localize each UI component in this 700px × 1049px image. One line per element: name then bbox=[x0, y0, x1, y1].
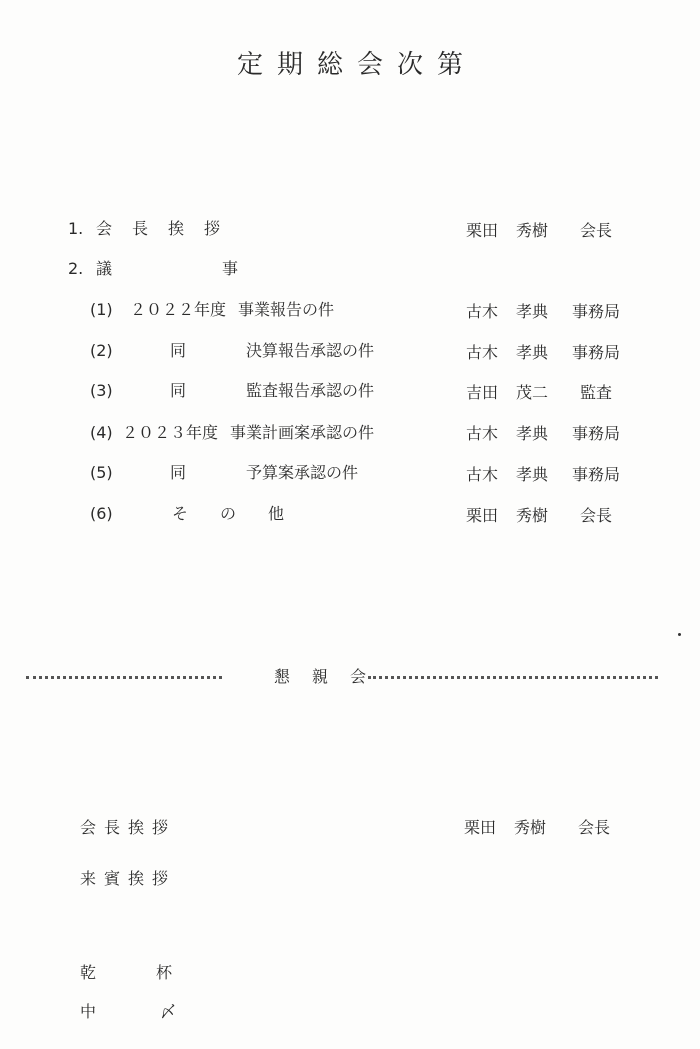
program-item-proceedings-a: 議 bbox=[96, 259, 113, 278]
presenter-surname: 古木 bbox=[466, 465, 499, 484]
party-item-greeting: 会長挨拶 bbox=[80, 818, 177, 837]
party-heading: 懇親会 bbox=[274, 667, 389, 686]
presenter-role: 会長 bbox=[578, 818, 611, 837]
party-item-guest-greeting: 来賓挨拶 bbox=[80, 869, 177, 888]
presenter-surname: 古木 bbox=[466, 424, 499, 443]
party-item-toast: 乾杯 bbox=[80, 963, 233, 982]
agenda-number: (4) bbox=[90, 423, 113, 442]
presenter-role: 事務局 bbox=[572, 343, 621, 362]
presenter-given-name: 秀樹 bbox=[516, 221, 549, 240]
presenter-surname: 栗田 bbox=[466, 506, 499, 525]
agenda-number: (3) bbox=[90, 381, 113, 400]
agenda-number: (5) bbox=[90, 463, 113, 482]
page-title: 定期総会次第 bbox=[236, 50, 477, 80]
presenter-surname: 古木 bbox=[466, 343, 499, 362]
divider-right bbox=[368, 676, 658, 679]
agenda-year: 同 bbox=[170, 463, 187, 482]
program-item-proceedings-b: 事 bbox=[222, 259, 239, 278]
agenda-item: 事業計画案承認の件 bbox=[230, 423, 375, 442]
agenda-year: ２０２３年度 bbox=[122, 423, 219, 442]
presenter-surname: 古木 bbox=[466, 302, 499, 321]
presenter-role: 事務局 bbox=[572, 465, 621, 484]
scan-speck bbox=[678, 633, 681, 636]
presenter-surname: 栗田 bbox=[464, 818, 497, 837]
agenda-year: 同 bbox=[170, 381, 187, 400]
presenter-role: 監査 bbox=[580, 383, 613, 402]
program-number-1: 1. bbox=[68, 219, 84, 238]
agenda-year: ２０２２年度 bbox=[130, 300, 227, 319]
program-number-2: 2. bbox=[68, 259, 84, 278]
agenda-item: 予算案承認の件 bbox=[246, 463, 359, 482]
presenter-given-name: 孝典 bbox=[516, 302, 549, 321]
presenter-given-name: 孝典 bbox=[516, 424, 549, 443]
agenda-number: (2) bbox=[90, 341, 113, 360]
presenter-given-name: 孝典 bbox=[516, 343, 549, 362]
party-item-midpoint-close: 中〆 bbox=[80, 1002, 241, 1021]
agenda-item: 監査報告承認の件 bbox=[246, 381, 375, 400]
presenter-role: 事務局 bbox=[572, 424, 621, 443]
presenter-given-name: 秀樹 bbox=[516, 506, 549, 525]
agenda-item: その他 bbox=[172, 504, 317, 523]
divider-left bbox=[26, 676, 222, 679]
agenda-item: 決算報告承認の件 bbox=[246, 341, 375, 360]
agenda-year: 同 bbox=[170, 341, 187, 360]
agenda-item: 事業報告の件 bbox=[238, 300, 335, 319]
presenter-given-name: 孝典 bbox=[516, 465, 549, 484]
presenter-given-name: 茂二 bbox=[516, 383, 549, 402]
agenda-number: (6) bbox=[90, 504, 113, 523]
presenter-role: 会長 bbox=[580, 221, 613, 240]
presenter-surname: 吉田 bbox=[466, 383, 499, 402]
presenter-given-name: 秀樹 bbox=[514, 818, 547, 837]
presenter-role: 会長 bbox=[580, 506, 613, 525]
agenda-number: (1) bbox=[90, 300, 113, 319]
presenter-role: 事務局 bbox=[572, 302, 621, 321]
presenter-surname: 栗田 bbox=[466, 221, 499, 240]
program-item-greeting: 会長挨拶 bbox=[96, 219, 241, 238]
